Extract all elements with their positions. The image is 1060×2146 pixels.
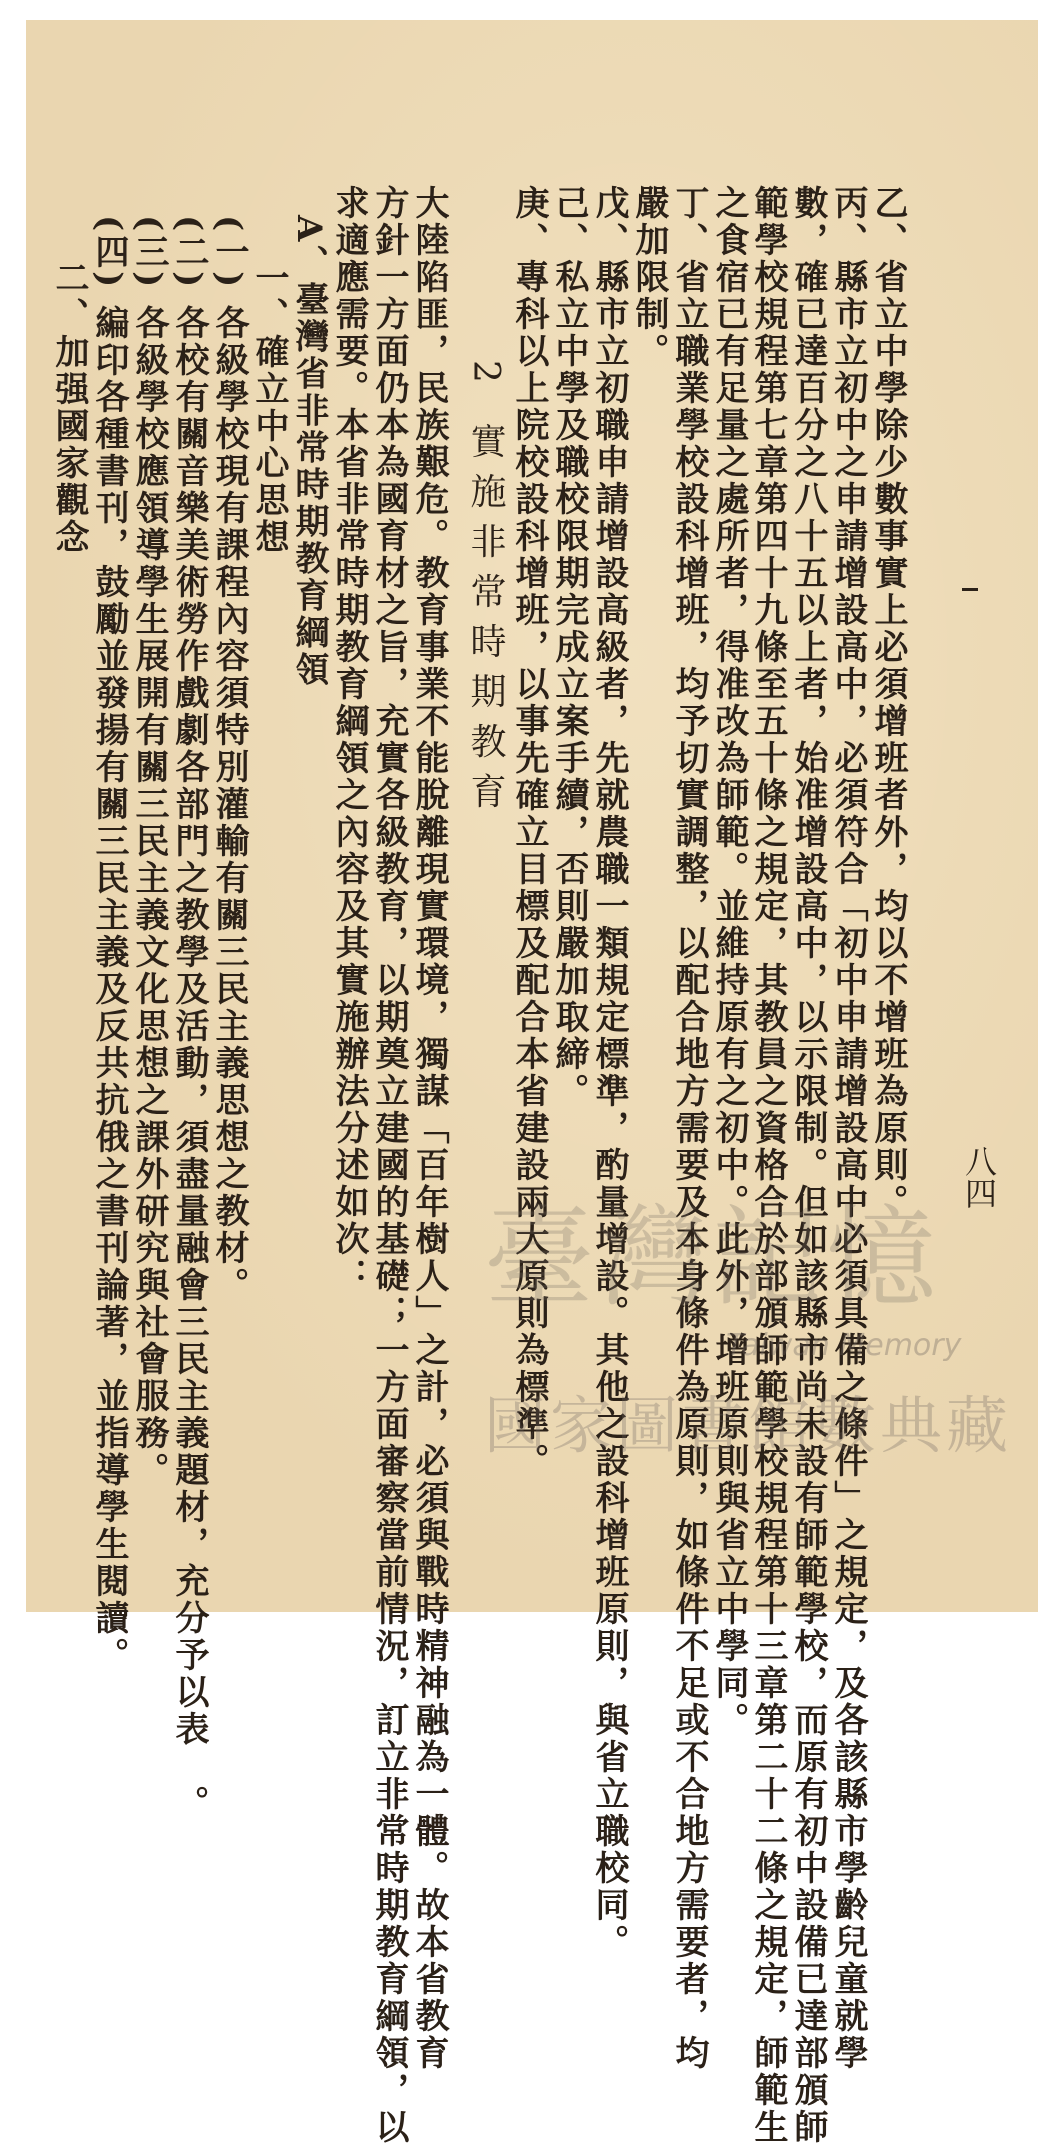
section-heading: 2 實施非常時期教育 xyxy=(465,360,506,823)
text-column: 丙、縣市立初中之申請增設高中，必須符合「初中申請增設高中必須具備之條件」之規定，及各該縣市學齡兒童就學 xyxy=(828,185,868,2072)
text-column: 求適應需要。本省非常時期教育綱領之內容及其實施辦法分述如次： xyxy=(329,185,369,1295)
subheading: 一、確立中心思想 xyxy=(249,260,289,556)
text-column: 數，確已達百分之八十五以上者，始准增設高中，以示限制。但如該縣市尚未設有師範學校，而原有初中設備已達部頒師 xyxy=(788,185,828,2146)
text-column: 之食宿已有足量之處所者，得准改為師範。並維持原有之初中。此外，增班原則與省立中學同。 xyxy=(709,185,749,1739)
page-number: 八四 xyxy=(960,1145,998,1209)
list-item: (一) 各級學校現有課程內容須特別灌輸有關三民主義思想之教材。 xyxy=(209,215,249,1305)
list-item: (三) 各級學校應領導學生展開有關三民主義文化思想之課外研究與社會服務。 xyxy=(129,215,169,1490)
text-column: 己、私立中學及職校限期完成立案手續，否則嚴加取締。 xyxy=(549,185,589,1110)
subheading: 二、加强國家觀念 xyxy=(49,260,89,556)
text-column: 庚、專科以上院校設科增班，以事先確立目標及配合本省建設兩大原則為標準。 xyxy=(509,185,549,1480)
watermark-subtitle: Taiwan Memory xyxy=(726,1328,962,1363)
document-page xyxy=(26,20,1038,2146)
text-column: 戊、縣市立初職申請增設高級者，先就農職一類規定標準，酌量增設。其他之設科增班原則，與省立職校同。 xyxy=(589,185,629,1961)
list-item: (二) 各校有關音樂美術勞作戲劇各部門之教學及活動，須盡量融會三民主義題材，充分予以表 。 xyxy=(169,215,209,1823)
text-column: 大陸陷匪，民族艱危。教育事業不能脫離現實環境，獨謀「百年樹人」之計，必須與戰時精神融為一體。故本省教育 xyxy=(409,185,449,2072)
subheading: A、臺灣省非常時期教育綱領 xyxy=(289,215,329,689)
text-column: 乙、省立中學除少數事實上必須增班者外，均以不增班為原則。 xyxy=(868,185,908,1221)
text-column: 範學校規程第七章第四十九條至五十條之規定，其教員之資格合於部頒師範學校規程第十三章第二十二條之規定，師範生 xyxy=(748,185,788,2146)
text-column: 方針一方面仍本為國育材之旨，充實各級教育，以期奠立建國的基礎；一方面審察當前情況，訂立非常時期教育綱領，以 xyxy=(369,185,409,2146)
text-column: 丁、省立職業學校設科增班，均予切實調整，以配合地方需要及本身條件為原則，如條件不足或不合地方需要者，均 xyxy=(669,185,709,2072)
watermark-logo: 臺灣記憶 xyxy=(484,1194,940,1322)
watermark-library: 國家圖書館數典藏 xyxy=(484,1389,1013,1462)
text-column: 嚴加限制。 xyxy=(629,185,669,370)
list-item: (四) 編印各種書刊，鼓勵並發揚有關三民主義及反共抗俄之書刊論著，並指導學生閱讀。 xyxy=(89,215,129,1675)
margin-mark xyxy=(962,588,978,591)
